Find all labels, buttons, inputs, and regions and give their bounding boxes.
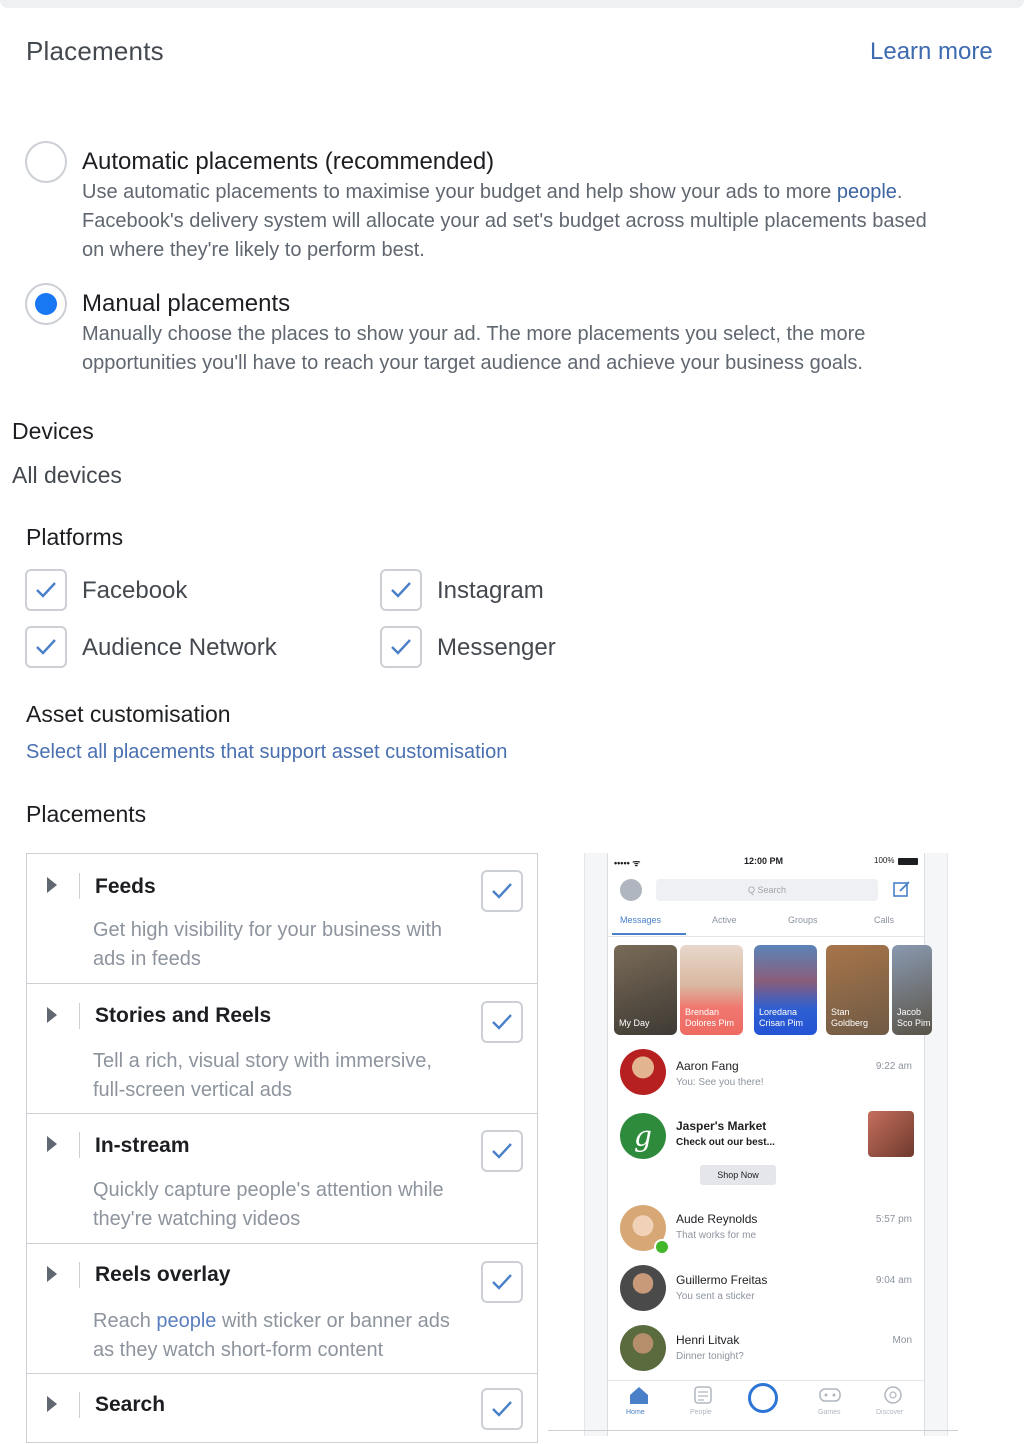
expand-triangle-icon[interactable] <box>47 1136 57 1152</box>
divider <box>79 1003 80 1029</box>
avatar[interactable] <box>620 1049 666 1095</box>
desc-line2: full-screen vertical ads <box>93 1079 292 1101</box>
messenger-checkbox[interactable] <box>380 626 422 668</box>
placement-row-search[interactable] <box>27 1374 537 1444</box>
reels-overlay-checkbox[interactable] <box>481 1261 523 1303</box>
messenger-screen <box>607 853 931 1436</box>
audience-network-label: Audience Network <box>82 634 277 661</box>
facebook-checkbox[interactable] <box>25 569 67 611</box>
chat-time: 9:04 am <box>875 1275 912 1286</box>
check-icon <box>32 576 60 604</box>
expand-triangle-icon[interactable] <box>47 1396 57 1412</box>
manual-placements-title: Manual placements <box>82 290 291 317</box>
chat-time: 5:57 pm <box>875 1214 912 1225</box>
feeds-checkbox[interactable] <box>481 870 523 912</box>
divider <box>548 1430 958 1431</box>
chat-time: Mon <box>892 1335 912 1346</box>
nav-discover-label: Discover <box>876 1409 904 1416</box>
people-link[interactable]: people <box>836 181 897 203</box>
people-link[interactable]: people <box>156 1310 217 1332</box>
check-icon <box>32 633 60 661</box>
story-label: Jacob Sco Pim <box>897 1007 931 1028</box>
placement-row-in-stream[interactable] <box>27 1114 537 1244</box>
stories-reels-checkbox[interactable] <box>481 1001 523 1043</box>
placement-name: In-stream <box>95 1134 190 1157</box>
search-bar[interactable] <box>656 879 878 901</box>
divider <box>79 873 80 899</box>
chat-preview: Check out our best... <box>676 1137 775 1148</box>
story-label: My Day <box>619 1018 650 1028</box>
automatic-desc-line1: Use automatic placements to maximise your budget and help show your ads to more <box>82 181 837 203</box>
signal-icon: ••••• ᯤ <box>614 858 641 868</box>
check-icon <box>488 1008 516 1036</box>
divider <box>79 1132 80 1158</box>
story-card[interactable] <box>826 945 889 1035</box>
expand-triangle-icon[interactable] <box>47 877 57 893</box>
nav-people-label: People <box>690 1409 712 1416</box>
active-tab-underline <box>612 933 686 935</box>
placement-name: Reels overlay <box>95 1263 231 1286</box>
chat-preview: That works for me <box>676 1230 757 1241</box>
chat-preview: You: See you there! <box>676 1077 764 1088</box>
desc-line2: they're watching videos <box>93 1208 301 1230</box>
check-icon <box>387 633 415 661</box>
discover-icon[interactable] <box>882 1385 904 1405</box>
divider <box>608 1380 924 1381</box>
audience-network-checkbox[interactable] <box>25 626 67 668</box>
tab-active[interactable]: Active <box>712 915 737 925</box>
tab-calls[interactable]: Calls <box>874 915 895 925</box>
devices-title: Devices <box>12 418 94 444</box>
placement-desc <box>93 1047 493 1105</box>
page-title: Placements <box>26 36 164 66</box>
desc-line2: ads in feeds <box>93 948 201 970</box>
placement-preview <box>584 853 948 1436</box>
story-card[interactable] <box>754 945 817 1035</box>
automatic-desc-period: . <box>896 181 903 203</box>
placement-row-feeds[interactable] <box>27 854 537 984</box>
radio-selected-dot <box>35 293 57 315</box>
home-icon[interactable] <box>628 1385 650 1405</box>
desc-line1: Quickly capture people's attention while <box>93 1179 444 1201</box>
check-icon <box>488 1395 516 1423</box>
chat-name: Henri Litvak <box>676 1333 740 1347</box>
messenger-label: Messenger <box>437 634 556 661</box>
desc-line1: Tell a rich, visual story with immersive, <box>93 1050 432 1072</box>
avatar[interactable] <box>620 1265 666 1311</box>
instagram-label: Instagram <box>437 577 544 604</box>
automatic-desc-line2: Facebook's delivery system will allocate your ad set's budget across multiple placements based <box>82 210 927 232</box>
placement-name: Stories and Reels <box>95 1004 272 1027</box>
asset-customisation-title: Asset customisation <box>26 701 231 727</box>
divider <box>79 1392 80 1418</box>
divider <box>79 1262 80 1288</box>
expand-triangle-icon[interactable] <box>47 1007 57 1023</box>
check-icon <box>387 576 415 604</box>
chat-name: Aude Reynolds <box>676 1212 758 1226</box>
divider <box>608 936 924 937</box>
chat-preview: You sent a sticker <box>676 1291 755 1302</box>
manual-desc-line2: opportunities you'll have to reach your target audience and achieve your business goals. <box>82 352 863 374</box>
placement-desc <box>93 1176 493 1234</box>
placement-row-stories-reels[interactable] <box>27 984 537 1114</box>
placement-desc <box>93 1307 493 1365</box>
check-icon <box>488 877 516 905</box>
story-card[interactable] <box>680 945 743 1035</box>
online-indicator <box>654 1239 670 1255</box>
placement-desc <box>93 916 493 974</box>
in-stream-checkbox[interactable] <box>481 1130 523 1172</box>
nav-home-label: Home <box>626 1409 645 1416</box>
chat-name: Guillermo Freitas <box>676 1273 768 1287</box>
automatic-placements-radio[interactable] <box>25 141 67 183</box>
story-label: Loredana Crisan Pim <box>759 1007 804 1028</box>
manual-placements-radio[interactable] <box>25 283 67 325</box>
check-icon <box>488 1137 516 1165</box>
manual-desc-line1: Manually choose the places to show your ad. The more placements you select, the more <box>82 323 866 345</box>
top-strip <box>0 0 1024 8</box>
platforms-title: Platforms <box>26 524 124 550</box>
placement-name: Feeds <box>95 875 156 898</box>
placement-row-reels-overlay[interactable] <box>27 1244 537 1374</box>
logo-glyph: g <box>634 1119 652 1153</box>
profile-avatar[interactable] <box>620 879 642 901</box>
story-label: Brendan Dolores Pim <box>685 1007 735 1028</box>
learn-more-link[interactable]: Learn more <box>870 38 993 65</box>
devices-value[interactable]: All devices <box>12 462 122 488</box>
avatar[interactable] <box>620 1113 666 1159</box>
search-placeholder: Q Search <box>747 885 787 895</box>
automatic-desc-line3: on where they're likely to perform best. <box>82 239 425 261</box>
placements-list <box>26 853 538 1443</box>
story-card[interactable] <box>892 945 932 1035</box>
desc-line2: as they watch short-form content <box>93 1339 384 1361</box>
shop-now-label: Shop Now <box>717 1170 759 1180</box>
battery-level: 100% <box>874 856 895 865</box>
games-icon[interactable] <box>818 1385 842 1405</box>
battery-icon <box>898 858 918 865</box>
placement-name: Search <box>95 1393 166 1416</box>
select-asset-customisation-link[interactable]: Select all placements that support asset customisation <box>26 741 508 763</box>
instagram-checkbox[interactable] <box>380 569 422 611</box>
chat-name: Jasper's Market <box>676 1119 767 1133</box>
story-label: Stan Goldberg <box>831 1007 869 1028</box>
facebook-label: Facebook <box>82 577 188 604</box>
avatar[interactable] <box>620 1325 666 1371</box>
automatic-placements-desc <box>82 178 927 265</box>
status-time: 12:00 PM <box>744 856 784 866</box>
desc-line1-post: with sticker or banner ads <box>216 1310 450 1332</box>
chat-name: Aaron Fang <box>676 1059 739 1073</box>
check-icon <box>488 1268 516 1296</box>
camera-button[interactable] <box>748 1383 778 1413</box>
tab-groups[interactable]: Groups <box>788 915 818 925</box>
automatic-placements-title: Automatic placements (recommended) <box>82 148 495 175</box>
search-checkbox[interactable] <box>481 1388 523 1430</box>
shop-now-button[interactable] <box>700 1165 776 1185</box>
placements-list-title: Placements <box>26 801 147 827</box>
desc-line1-pre: Reach <box>93 1310 157 1332</box>
chat-time: 9:22 am <box>875 1061 912 1072</box>
compose-icon[interactable] <box>892 879 912 899</box>
manual-placements-desc <box>82 320 865 378</box>
expand-triangle-icon[interactable] <box>47 1266 57 1282</box>
desc-line1: Get high visibility for your business with <box>93 919 443 941</box>
product-thumbnail[interactable] <box>868 1111 914 1157</box>
chat-preview: Dinner tonight? <box>676 1351 744 1362</box>
tab-messages[interactable]: Messages <box>620 915 662 925</box>
story-card[interactable] <box>614 945 677 1035</box>
people-icon[interactable] <box>692 1385 714 1405</box>
nav-games-label: Games <box>818 1409 841 1416</box>
